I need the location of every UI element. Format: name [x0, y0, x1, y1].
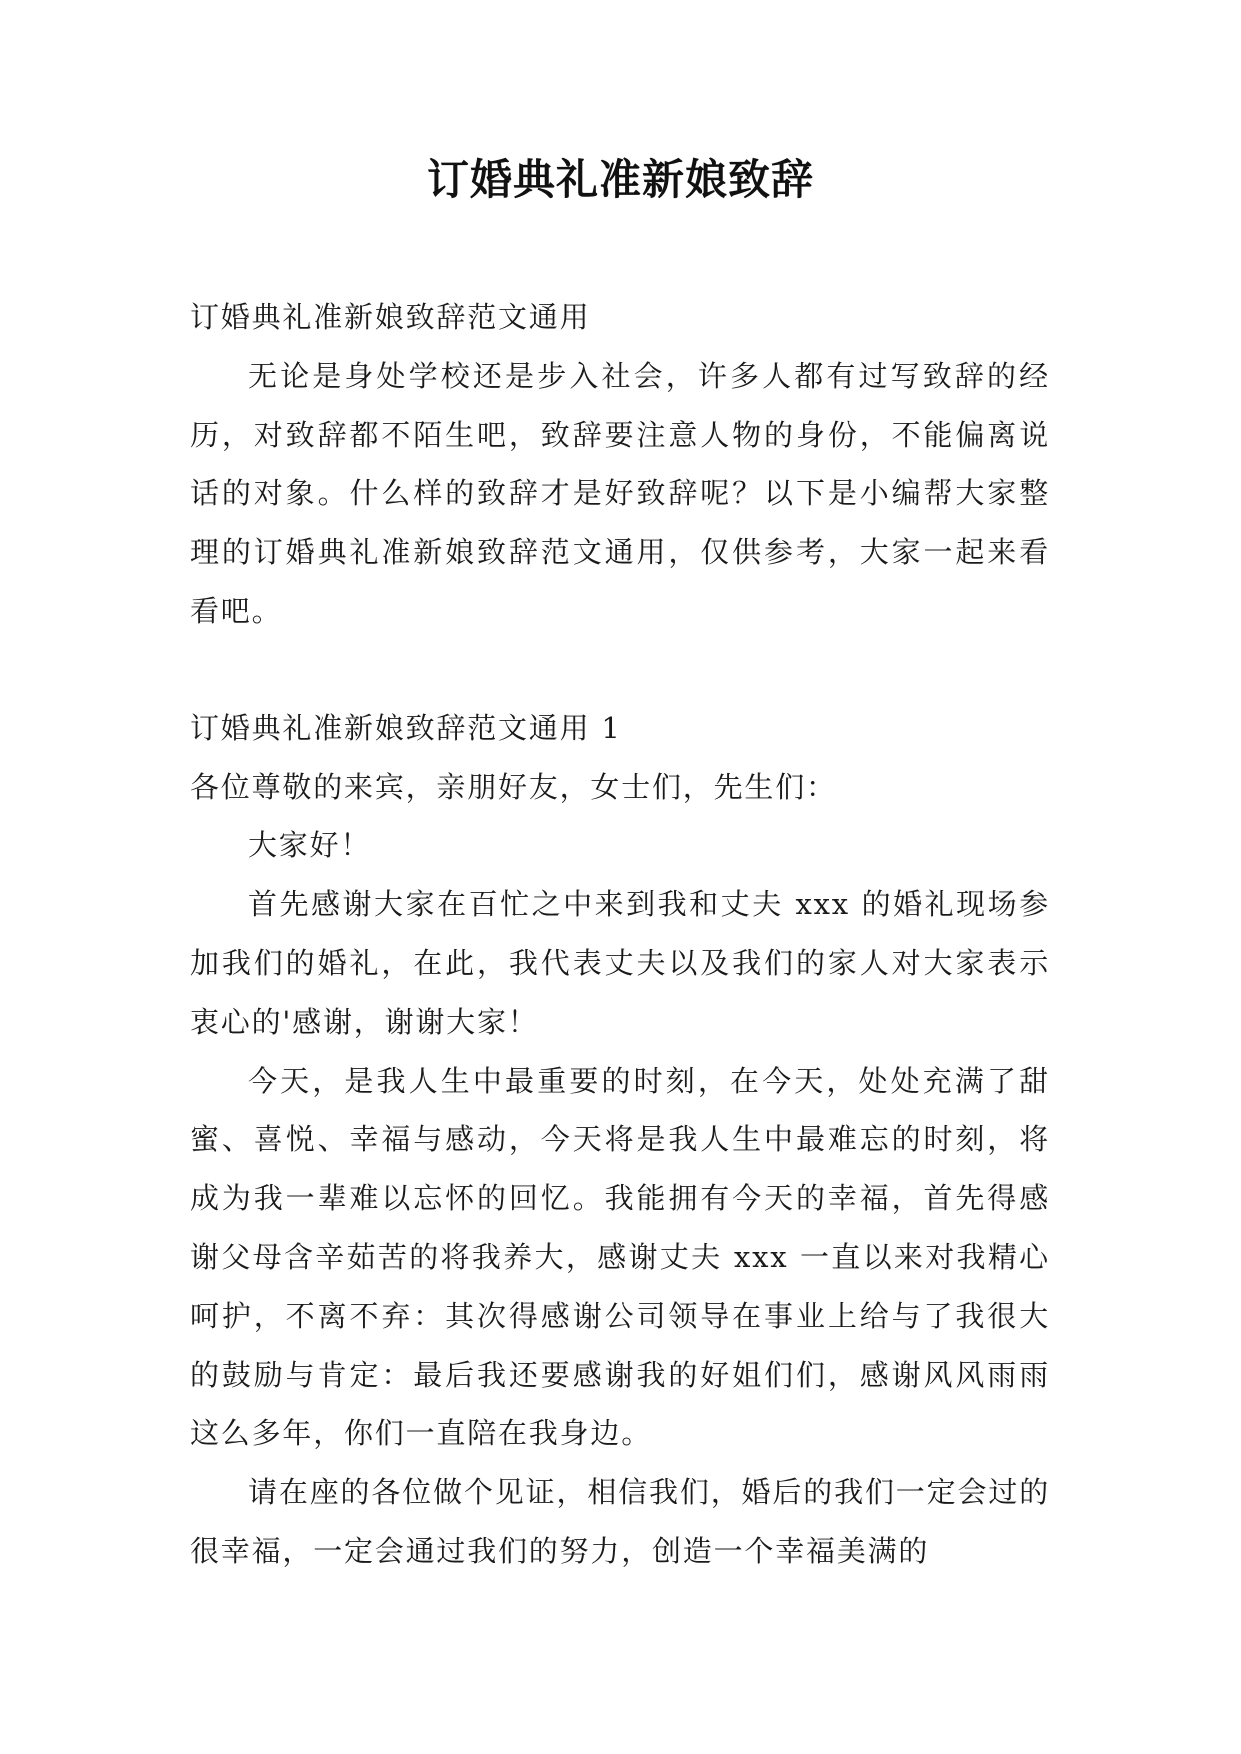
greeting: 大家好！	[248, 828, 372, 863]
document-body	[190, 288, 1050, 1581]
document-title: 订婚典礼准新娘致辞	[426, 155, 814, 204]
document-subtitle: 订婚典礼准新娘致辞范文通用	[190, 300, 591, 334]
section-title: 订婚典礼准新娘致辞范文通用 1	[190, 710, 622, 745]
intro-paragraph: 无论是身处学校还是步入社会，许多人都有过写致辞的经历，对致辞都不陌生吧，致辞要注意人物的身份，不能偏离说话的对象。什么样的致辞才是好致辞呢？以下是小编帮大家整理的订婚典礼准新娘致辞范文通用，仅供参考，大家一起来看看吧。	[190, 358, 1050, 628]
section-gap	[190, 641, 1050, 699]
speech-paragraph-1: 首先感谢大家在百忙之中来到我和丈夫 xxx 的婚礼现场参加我们的婚礼，在此，我代表丈夫以及我们的家人对大家表示衷心的'感谢，谢谢大家！	[190, 887, 1050, 1039]
speech-paragraph-2: 今天，是我人生中最重要的时刻，在今天，处处充满了甜蜜、喜悦、幸福与感动，今天将是我人生中最难忘的时刻，将成为我一辈难以忘怀的回忆。我能拥有今天的幸福，首先得感谢父母含辛茹苦的将我养大，感谢丈夫 xxx 一直以来对我精心呵护，不离不弃：其次得感谢公司领导在事业上给与了我很大的鼓励与肯定：最后我还要感谢我的好姐们们，感谢风风雨雨这么多年，你们一直陪在我身边。	[190, 1063, 1050, 1451]
salutation: 各位尊敬的来宾，亲朋好友，女士们，先生们：	[190, 769, 837, 804]
speech-paragraph-3: 请在座的各位做个见证，相信我们，婚后的我们一定会过的很幸福，一定会通过我们的努力，创造一个幸福美满的	[190, 1475, 1050, 1568]
